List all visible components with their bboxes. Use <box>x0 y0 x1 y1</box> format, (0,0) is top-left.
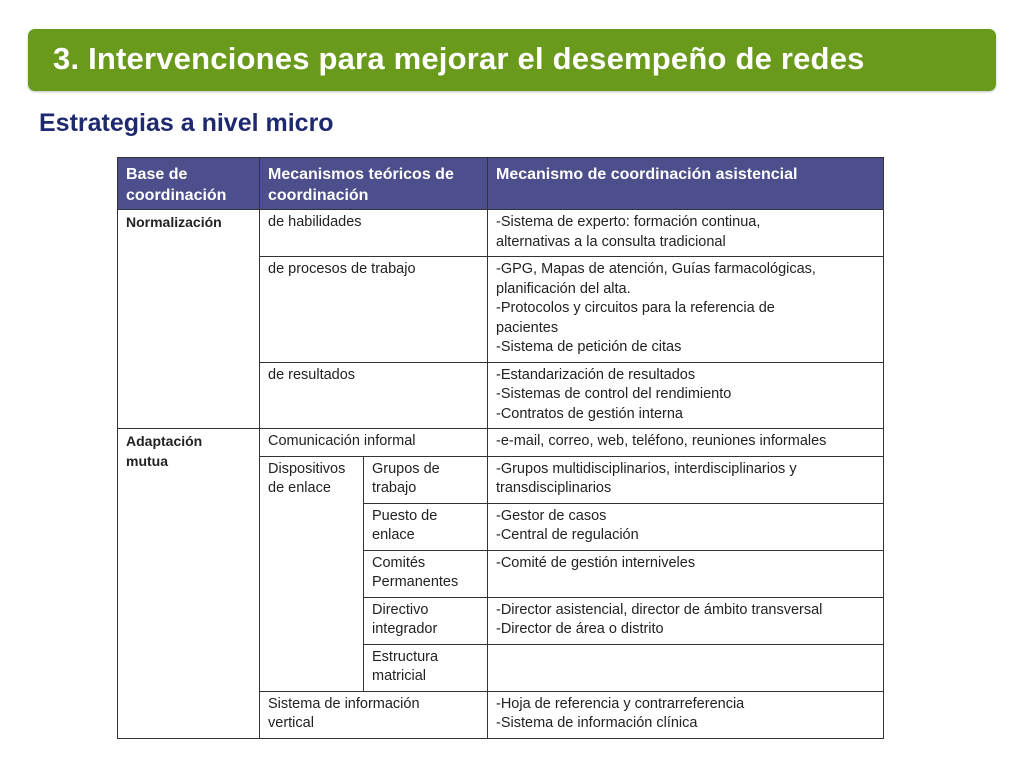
table-header-row <box>118 158 884 210</box>
mechanism-cell: Estructura matricial <box>364 644 488 691</box>
base-normalizacion: Normalización <box>118 210 260 429</box>
description-cell: -Gestor de casos -Central de regulación <box>488 503 884 550</box>
header-base: Base de coordinación <box>118 158 260 210</box>
description-cell: -Director asistencial, director de ámbito transversal -Director de área o distrito <box>488 597 884 644</box>
description-cell: -Grupos multidisciplinarios, interdisciplinarios y transdisciplinarios <box>488 456 884 503</box>
mechanism-cell: Puesto de enlace <box>364 503 488 550</box>
description-cell: -GPG, Mapas de atención, Guías farmacológicas, planificación del alta. -Protocolos y circuitos para la referencia de pacientes -Sistema de petición de citas <box>488 257 884 363</box>
description-cell: -Hoja de referencia y contrarreferencia -Sistema de información clínica <box>488 691 884 738</box>
enlace-group-cell: Dispositivos de enlace <box>260 456 364 691</box>
description-cell: -e-mail, correo, web, teléfono, reuniones informales <box>488 429 884 457</box>
mechanism-cell: Directivo integrador <box>364 597 488 644</box>
title-bar <box>28 29 996 91</box>
base-adaptacion: Adaptación mutua <box>118 429 260 739</box>
mechanism-cell: Grupos de trabajo <box>364 456 488 503</box>
description-cell <box>488 644 884 691</box>
mechanism-cell: Comunicación informal <box>260 429 488 457</box>
slide-subtitle: Estrategias a nivel micro <box>39 109 334 137</box>
slide-title: 3. Intervenciones para mejorar el desempeño de redes <box>53 41 865 76</box>
table-row <box>118 210 884 257</box>
header-assistance: Mecanismo de coordinación asistencial <box>488 158 884 210</box>
description-cell: -Estandarización de resultados -Sistemas de control del rendimiento -Contratos de gestión interna <box>488 362 884 429</box>
description-cell: -Comité de gestión interniveles <box>488 550 884 597</box>
mechanism-cell: de resultados <box>260 362 488 429</box>
table-row <box>118 429 884 457</box>
mechanism-cell: de habilidades <box>260 210 488 257</box>
header-mechanisms: Mecanismos teóricos de coordinación <box>260 158 488 210</box>
description-cell: -Sistema de experto: formación continua, alternativas a la consulta tradicional <box>488 210 884 257</box>
mechanism-cell: Sistema de información vertical <box>260 691 488 738</box>
mechanism-cell: Comités Permanentes <box>364 550 488 597</box>
mechanism-cell: de procesos de trabajo <box>260 257 488 363</box>
coordination-table <box>117 157 884 739</box>
